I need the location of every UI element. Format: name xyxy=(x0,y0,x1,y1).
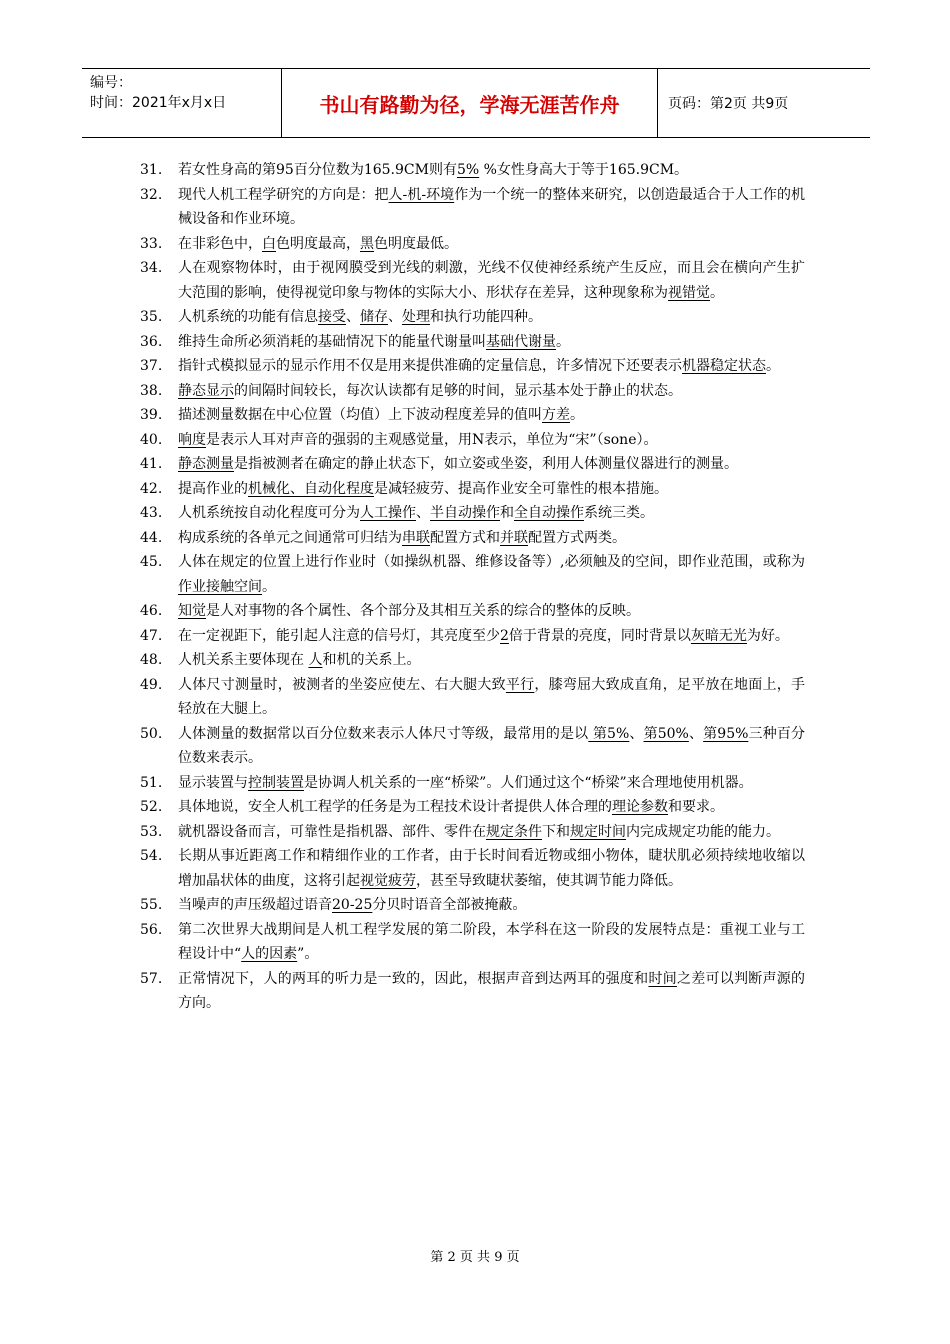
answer-blank: 串联 xyxy=(402,529,430,546)
text-segment: 之差可以判断声源的方向。 xyxy=(178,970,806,1011)
text-segment: 人机系统按自动化程度可分为 xyxy=(178,505,360,521)
item-text xyxy=(178,526,805,551)
text-segment: 。 xyxy=(710,284,724,301)
text-segment: 和执行功能四种。 xyxy=(430,309,542,325)
item-number: 36. xyxy=(140,333,163,350)
item-number: 45. xyxy=(140,554,163,570)
answer-blank: 第50% xyxy=(643,725,689,742)
item-number: 32. xyxy=(140,186,163,203)
list-item xyxy=(140,624,805,649)
list-item xyxy=(140,673,805,722)
text-segment: 。 xyxy=(570,407,584,423)
text-segment: 为好。 xyxy=(746,627,789,644)
text-segment: 配置方式两类。 xyxy=(528,529,626,546)
list-item xyxy=(140,354,805,379)
item-number: 33. xyxy=(140,235,163,252)
answer-blank: 响度 xyxy=(178,431,206,448)
item-text xyxy=(178,330,805,355)
answer-blank: 人-机-环境 xyxy=(388,186,455,203)
answer-blank: 静态显示 xyxy=(178,382,234,399)
text-segment: 描述测量数据在中心位置（均值）上下波动程度差异的值叫 xyxy=(178,407,542,423)
text-segment: 、 xyxy=(346,309,360,325)
item-number: 51. xyxy=(140,774,163,791)
item-number: 57. xyxy=(140,970,163,987)
answer-blank: 方差 xyxy=(542,407,570,423)
text-segment: 是人对事物的各个属性、各个部分及其相互关系的综合的整体的反映。 xyxy=(206,603,640,619)
text-segment: ，甚至导致睫状萎缩，使其调节能力降低。 xyxy=(416,872,682,889)
answer-blank: 时间 xyxy=(648,970,677,987)
text-segment: 正常情况下，人的两耳的听力是一致的，因此，根据声音到达两耳的强度和 xyxy=(178,970,649,987)
item-number: 43. xyxy=(140,505,163,521)
list-item xyxy=(140,599,805,624)
answer-blank: 机械化、自动化程度 xyxy=(248,480,374,497)
text-segment: 长期从事近距离工作和精细作业的工作者，由于长时间看近物或细小物体，睫状肌必须持续地收缩以增加晶状体的曲度，这将引起 xyxy=(178,848,805,889)
answer-blank: 机器稳定状态 xyxy=(682,358,766,374)
text-segment: 具体地说，安全人机工程学的任务是为工程技术设计者提供人体合理的 xyxy=(178,799,612,815)
item-text xyxy=(178,820,805,845)
header-page-label: 页码：第2页 共9页 xyxy=(668,96,789,112)
item-text xyxy=(178,354,805,379)
answer-blank: 处理 xyxy=(402,309,430,325)
answer-blank: 半自动操作 xyxy=(430,505,500,521)
item-number: 40. xyxy=(140,431,163,448)
answer-blank: 规定条件 xyxy=(486,823,542,840)
item-text xyxy=(178,624,805,649)
text-segment: 系统三类。 xyxy=(584,505,654,521)
text-segment: 构成系统的各单元之间通常可归结为 xyxy=(178,529,402,546)
text-segment: 配置方式和 xyxy=(430,529,500,546)
text-segment: 下和 xyxy=(542,823,570,840)
answer-blank: 平行 xyxy=(505,676,535,693)
answer-blank: 基础代谢量 xyxy=(486,333,556,350)
item-number: 52. xyxy=(140,799,163,815)
item-text xyxy=(178,771,805,796)
list-item xyxy=(140,918,805,967)
item-number: 49. xyxy=(140,676,163,693)
list-item xyxy=(140,893,805,918)
item-text xyxy=(178,550,805,599)
item-number: 50. xyxy=(140,725,163,742)
item-text xyxy=(178,722,805,771)
item-text xyxy=(178,795,805,820)
list-item xyxy=(140,795,805,820)
item-text xyxy=(178,501,805,526)
item-number: 56. xyxy=(140,921,163,938)
list-item xyxy=(140,477,805,502)
item-number: 54. xyxy=(140,848,163,864)
item-text xyxy=(178,452,805,477)
header-motto: 书山有路勤为径，学海无涯苦作舟 xyxy=(282,69,658,137)
text-segment: 是指被测者在确定的静止状态下，如立姿或坐姿，利用人体测量仪器进行的测量。 xyxy=(234,456,738,472)
text-segment: 和 xyxy=(500,505,514,521)
text-segment: 。 xyxy=(262,578,276,595)
text-segment: 色明度最高， xyxy=(276,235,360,252)
list-item xyxy=(140,403,805,428)
list-item xyxy=(140,305,805,330)
text-segment: 人体在规定的位置上进行作业时（如操纵机器、维修设备等）,必须触及的空间，即作业范围，或称为 xyxy=(178,554,805,570)
date-label: 时间：2021年x月x日 xyxy=(90,95,227,111)
text-segment: 是表示人耳对声音的强弱的主观感觉量，用N表示，单位为“宋”（sone）。 xyxy=(206,431,658,448)
text-segment: 、 xyxy=(629,725,644,742)
text-segment: 若女性身高的第95百分位数为165.9CM则有 xyxy=(178,162,457,178)
answer-blank: 黑 xyxy=(360,235,374,252)
item-number: 35. xyxy=(140,309,163,325)
text-segment: ，膝弯屈大致成直角，足平放在地面上，手轻放在大腿上。 xyxy=(178,676,806,717)
list-item xyxy=(140,967,805,1016)
document-header xyxy=(82,68,870,138)
list-item xyxy=(140,232,805,257)
list-item xyxy=(140,452,805,477)
text-segment: 人机关系主要体现在 xyxy=(178,652,309,668)
answer-blank: 人的因素 xyxy=(241,946,298,962)
item-text xyxy=(178,918,805,967)
text-segment: 内完成规定功能的能力。 xyxy=(626,823,780,840)
code-label: 编号： xyxy=(90,75,132,91)
text-segment: 提高作业的 xyxy=(178,480,248,497)
text-segment: 现代人机工程学研究的方向是：把 xyxy=(178,186,389,203)
header-meta xyxy=(82,69,282,137)
item-text xyxy=(178,477,805,502)
text-segment: 人体测量的数据常以百分位数来表示人体尺寸等级，最常用的是以 xyxy=(178,725,589,742)
list-item xyxy=(140,256,805,305)
item-number: 44. xyxy=(140,529,163,546)
answer-blank: 灰暗无光 xyxy=(690,627,747,644)
list-item xyxy=(140,330,805,355)
answer-blank: 知觉 xyxy=(178,603,206,619)
item-text xyxy=(178,379,805,404)
text-segment: 人在观察物体时，由于视网膜受到光线的刺激，光线不仅使神经系统产生反应，而且会在横向产生扩大范围的影响，使得视觉印象与物体的实际大小、形状存在差异，这种现象称为 xyxy=(178,260,805,301)
answer-blank: 静态测量 xyxy=(178,456,234,472)
text-segment: 。 xyxy=(766,358,780,374)
item-text xyxy=(178,599,805,624)
list-item xyxy=(140,648,805,673)
text-segment: 在一定视距下，能引起人注意的信号灯，其亮度至少 xyxy=(178,627,500,644)
text-segment: 、 xyxy=(688,725,704,742)
item-text xyxy=(178,844,805,893)
text-segment: ”。 xyxy=(297,946,319,962)
text-segment: 。 xyxy=(556,333,570,350)
item-number: 55. xyxy=(140,897,163,913)
list-item xyxy=(140,820,805,845)
item-number: 46. xyxy=(140,603,163,619)
list-item xyxy=(140,183,805,232)
list-item xyxy=(140,428,805,453)
item-text xyxy=(178,403,805,428)
item-text xyxy=(178,256,805,305)
item-text xyxy=(178,428,805,453)
answer-blank: 人 xyxy=(308,652,323,668)
answer-blank: 视觉疲劳 xyxy=(360,872,416,889)
list-item xyxy=(140,722,805,771)
answer-blank: 第95% xyxy=(703,725,749,742)
item-text xyxy=(178,967,805,1016)
item-number: 37. xyxy=(140,358,163,374)
item-number: 34. xyxy=(140,260,163,276)
list-item xyxy=(140,501,805,526)
text-segment: 人体尺寸测量时，被测者的坐姿应使左、右大腿大致 xyxy=(178,676,506,693)
item-text xyxy=(178,183,805,232)
text-segment: 第二次世界大战期间是人机工程学发展的第二阶段，本学科在这一阶段的发展特点是：重视工业与工程设计中“ xyxy=(178,921,805,962)
text-segment: 和要求。 xyxy=(668,799,724,815)
item-text xyxy=(178,158,805,183)
text-segment: 分贝时语音全部被掩蔽。 xyxy=(372,897,527,913)
item-number: 42. xyxy=(140,480,163,497)
item-number: 47. xyxy=(140,627,163,644)
list-item xyxy=(140,526,805,551)
answer-blank: 人工操作 xyxy=(360,505,416,521)
text-segment: 色明度最低。 xyxy=(374,235,458,252)
item-number: 41. xyxy=(140,456,163,472)
list-item xyxy=(140,379,805,404)
text-segment: 就机器设备而言，可靠性是指机器、部件、零件在 xyxy=(178,823,486,840)
answer-blank: 接受 xyxy=(318,309,346,325)
text-segment: 维持生命所必须消耗的基础情况下的能量代谢量叫 xyxy=(178,333,486,350)
answer-blank: 并联 xyxy=(500,529,528,546)
text-segment: 、 xyxy=(388,309,402,325)
answer-blank: 20-25 xyxy=(332,897,373,913)
list-item xyxy=(140,158,805,183)
answer-blank: 理论参数 xyxy=(612,799,668,815)
text-segment: 指针式模拟显示的显示作用不仅是用来提供准确的定量信息，许多情况下还要表示 xyxy=(178,358,682,374)
item-text xyxy=(178,305,805,330)
list-item xyxy=(140,550,805,599)
text-segment: 在非彩色中， xyxy=(178,235,262,252)
text-segment: 三种百分位数来表示。 xyxy=(178,725,805,766)
answer-blank: 全自动操作 xyxy=(514,505,584,521)
text-segment: 是协调人机关系的一座“桥梁”。人们通过这个“桥梁”来合理地使用机器。 xyxy=(304,774,753,791)
answer-blank: 5% xyxy=(456,162,480,178)
question-list xyxy=(140,158,805,1016)
text-segment: 当噪声的声压级超过语音 xyxy=(178,897,332,913)
page-footer: 第 2 页 共 9 页 xyxy=(430,1250,520,1265)
text-segment: 倍于背景的亮度，同时背景以 xyxy=(508,627,691,644)
item-number: 39. xyxy=(140,407,163,423)
answer-blank: 作业接触空间 xyxy=(178,578,262,595)
item-text xyxy=(178,232,805,257)
answer-blank: 视错觉 xyxy=(668,284,710,301)
answer-blank: 控制装置 xyxy=(248,774,304,791)
text-segment: 是减轻疲劳、提高作业安全可靠性的根本措施。 xyxy=(374,480,668,497)
item-number: 31. xyxy=(140,162,163,178)
answer-blank: 白 xyxy=(262,235,276,252)
item-text xyxy=(178,673,805,722)
answer-blank: 2 xyxy=(500,627,509,644)
list-item xyxy=(140,844,805,893)
text-segment: 人机系统的功能有信息 xyxy=(178,309,318,325)
item-text xyxy=(178,893,805,918)
item-text xyxy=(178,648,805,673)
text-segment: 和机的关系上。 xyxy=(322,652,421,668)
text-segment: 的间隔时间较长，每次认读都有足够的时间，显示基本处于静止的状态。 xyxy=(234,382,682,399)
item-number: 53. xyxy=(140,823,163,840)
item-number: 38. xyxy=(140,382,163,399)
text-segment: 、 xyxy=(416,505,430,521)
list-item xyxy=(140,771,805,796)
text-segment: %女性身高大于等于165.9CM。 xyxy=(479,162,689,178)
answer-blank: 规定时间 xyxy=(570,823,626,840)
answer-blank: 第5% xyxy=(588,725,630,742)
item-number: 48. xyxy=(140,652,163,668)
text-segment: 作为一个统一的整体来研究，以创造最适合于人工作的机械设备和作业环境。 xyxy=(178,186,806,227)
text-segment: 显示装置与 xyxy=(178,774,248,791)
answer-blank: 储存 xyxy=(360,309,388,325)
